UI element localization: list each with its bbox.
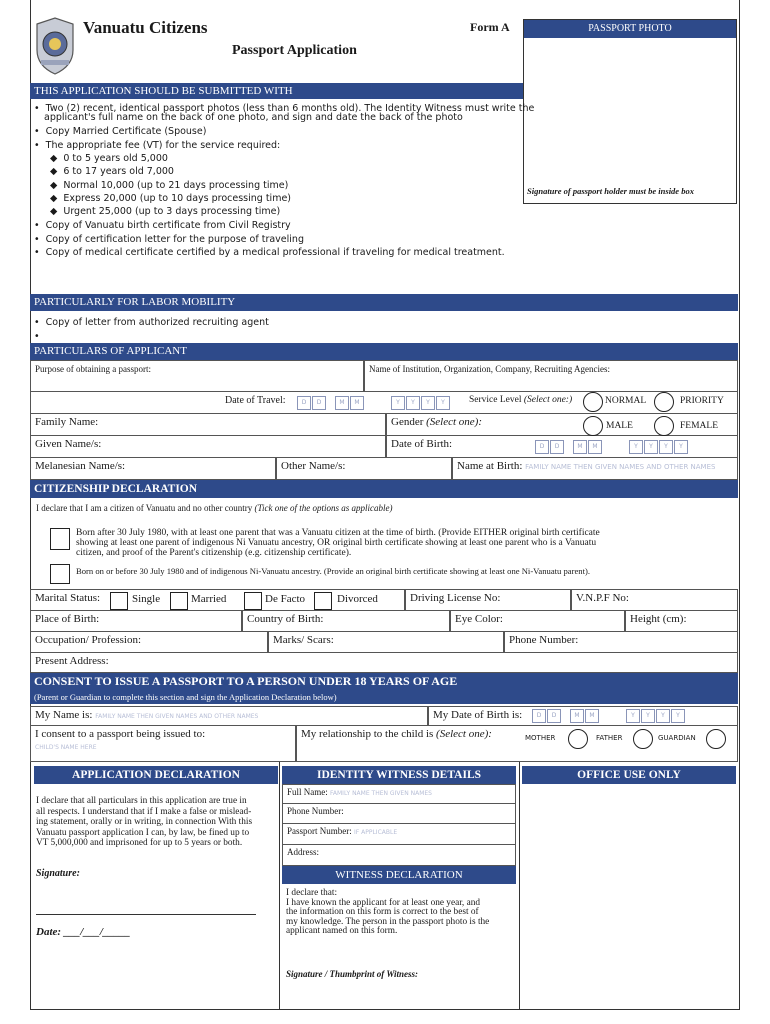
date-digit-box: D (312, 396, 326, 410)
declaration-text: I declare that all particulars in this application are true in all respects. I understand that if I make a false or mislead- ing statement, orally or in writing, in connection With this Vanuatu passport application I can, by law, be fined up to VT 5,000,000 and imprisoned for up to 5 years or both. (36, 796, 253, 848)
witness-declaration-title: WITNESS DECLARATION (282, 866, 516, 884)
purpose-field[interactable]: Purpose of obtaining a passport: (30, 360, 364, 392)
fee-item: ◆ Express 20,000 (up to 10 days processing time) (50, 193, 292, 204)
phone-number-field[interactable]: Phone Number: (504, 632, 738, 653)
gender-female-label: FEMALE (680, 421, 718, 431)
declaration-signature-label: Signature: (36, 868, 80, 879)
witness-full-name-field[interactable]: Full Name: FAMILY NAME THEN GIVEN NAMES (282, 784, 516, 804)
date-digit-box: Y (674, 440, 688, 454)
date-digit-box: Y (436, 396, 450, 410)
passport-photo-box[interactable] (523, 19, 737, 204)
date-of-travel-boxes[interactable] (297, 396, 467, 410)
fee-item: ◆ Urgent 25,000 (up to 3 days processing time) (50, 206, 281, 217)
relationship-father-label: FATHER (596, 734, 623, 742)
date-digit-box: Y (671, 709, 685, 723)
fee-item: ◆ 0 to 5 years old 5,000 (50, 153, 168, 164)
citizenship-option-2-text: Born on or before 30 July 1980 and of indigenous Ni-Vanuatu ancestry. (Provide an original birth certificate showing at least one Ni-Vanuatu parent). (76, 566, 590, 576)
labor-item-empty: • (34, 331, 40, 342)
req-married: • Copy Married Certificate (Spouse) (34, 126, 207, 137)
date-digit-box: Y (629, 440, 643, 454)
applicant-title: PARTICULARS OF APPLICANT (30, 343, 738, 360)
consent-subtitle: (Parent or Guardian to complete this section and sign the Application Declaration below) (30, 690, 738, 704)
relationship-mother-radio[interactable] (568, 729, 588, 749)
date-digit-box: M (335, 396, 349, 410)
marital-single-label: Single (132, 593, 161, 605)
marks-scars-field[interactable]: Marks/ Scars: (268, 632, 504, 653)
date-of-travel-label: Date of Travel: (225, 395, 286, 406)
office-use-title: OFFICE USE ONLY (522, 766, 736, 784)
relationship-father-radio[interactable] (633, 729, 653, 749)
vanuatu-seal-icon (33, 16, 77, 81)
fee-item: ◆ Normal 10,000 (up to 21 days processing time) (50, 180, 289, 191)
citizenship-option-1-checkbox[interactable] (50, 528, 70, 550)
date-digit-box: Y (391, 396, 405, 410)
witness-declaration-text: I declare that: I have known the applicant for at least one year, and the information on this form is correct to the best of my knowledge. The person in the passport photo is the applicant named on this form. (286, 888, 490, 937)
req-cert-letter: • Copy of certification letter for the purpose of traveling (34, 234, 304, 245)
driving-license-field[interactable]: Driving License No: (405, 589, 571, 611)
citizenship-option-1-text: Born after 30 July 1980, with at least one parent that was a Vanuatu citizen at the time of birth. (Provide EITHER original birth certificate showing at least one parent of indigenous Ni Vanuatu ancestry, OR original birth certificate showing at least one parent who is a Vanuatu citizen, and proof of the Parent's citizenship (e.g. citizenship certificate). (76, 528, 600, 558)
date-digit-box: M (588, 440, 602, 454)
date-digit-box: D (297, 396, 311, 410)
date-digit-box: M (573, 440, 587, 454)
requirements-title: THIS APPLICATION SHOULD BE SUBMITTED WITH (30, 83, 523, 99)
marital-single-checkbox[interactable] (110, 592, 128, 610)
declaration-date[interactable]: Date: ___/___/_____ (36, 926, 131, 938)
witness-passport-field[interactable]: Passport Number: IF APPLICABLE (282, 824, 516, 845)
service-level-label: Service Level (Select one:) (469, 395, 573, 405)
gender-field: Gender (Select one): (386, 414, 738, 436)
family-name-field[interactable]: Family Name: (30, 414, 386, 436)
gender-male-radio[interactable] (583, 416, 603, 436)
date-digit-box: D (547, 709, 561, 723)
consent-my-name-field[interactable]: My Name is: FAMILY NAME THEN GIVEN NAMES AND OTHER NAMES (30, 706, 428, 726)
date-digit-box: Y (659, 440, 673, 454)
citizenship-option-2-checkbox[interactable] (50, 564, 70, 584)
marital-status-row: Marital Status: (30, 589, 405, 611)
req-photos-cont: applicant's full name on the back of one photo, and sign and date the back of the photo (44, 112, 463, 123)
citizenship-intro: I declare that I am a citizen of Vanuatu and no other country (Tick one of the options as applicable) (36, 503, 393, 513)
eye-color-field[interactable]: Eye Color: (450, 611, 625, 632)
marital-married-label: Married (191, 593, 227, 605)
gender-female-radio[interactable] (654, 416, 674, 436)
institution-field[interactable]: Name of Institution, Organization, Company, Recruiting Agencies: (364, 360, 738, 392)
date-digit-box: Y (421, 396, 435, 410)
witness-title: IDENTITY WITNESS DETAILS (282, 766, 516, 784)
relationship-guardian-radio[interactable] (706, 729, 726, 749)
service-priority-radio[interactable] (654, 392, 674, 412)
date-digit-box: Y (406, 396, 420, 410)
dob-boxes[interactable] (535, 440, 705, 454)
fee-item: ◆ 6 to 17 years old 7,000 (50, 166, 174, 177)
date-digit-box: D (535, 440, 549, 454)
date-digit-box: Y (656, 709, 670, 723)
consent-my-dob-field[interactable]: My Date of Birth is: (428, 706, 738, 726)
occupation-field[interactable]: Occupation/ Profession: (30, 632, 268, 653)
marital-divorced-label: Divorced (337, 593, 378, 605)
date-digit-box: Y (626, 709, 640, 723)
labor-title: PARTICULARLY FOR LABOR MOBILITY (30, 294, 738, 311)
given-names-field[interactable]: Given Name/s: (30, 436, 386, 458)
witness-phone-field[interactable]: Phone Number: (282, 804, 516, 824)
country-of-birth-field[interactable]: Country of Birth: (242, 611, 450, 632)
relationship-guardian-label: GUARDIAN (658, 734, 696, 742)
date-digit-box: D (550, 440, 564, 454)
passport-photo-title: PASSPORT PHOTO (524, 20, 736, 38)
place-of-birth-field[interactable]: Place of Birth: (30, 611, 242, 632)
marital-married-checkbox[interactable] (170, 592, 188, 610)
consent-dob-boxes[interactable] (532, 709, 702, 723)
present-address-field[interactable]: Present Address: (30, 653, 738, 673)
office-use-area (522, 784, 736, 1008)
date-digit-box: M (570, 709, 584, 723)
marital-defacto-label: De Facto (265, 593, 306, 605)
req-photos: • Two (2) recent, identical passport photos (less than 6 months old). The Identity Witness must write the (34, 103, 535, 114)
gender-male-label: MALE (606, 421, 633, 431)
dob-field[interactable]: Date of Birth: (386, 436, 738, 458)
marital-divorced-checkbox[interactable] (314, 592, 332, 610)
citizenship-title: CITIZENSHIP DECLARATION (30, 480, 738, 498)
relationship-mother-label: MOTHER (525, 734, 556, 742)
date-digit-box: Y (644, 440, 658, 454)
form-label: Form A (470, 20, 510, 34)
witness-address-field[interactable]: Address: (282, 845, 516, 866)
service-normal-radio[interactable] (583, 392, 603, 412)
declaration-signature-line[interactable] (36, 914, 256, 915)
date-digit-box: M (585, 709, 599, 723)
witness-signature-label[interactable]: Signature / Thumbprint of Witness: (286, 969, 419, 979)
other-names-field[interactable]: Other Name/s: (276, 458, 452, 480)
height-field[interactable]: Height (cm): (625, 611, 738, 632)
req-fee: • The appropriate fee (VT) for the service required: (34, 140, 281, 151)
req-medical: • Copy of medical certificate certified by a medical professional if traveling for medical treatment. (34, 247, 505, 258)
vnpf-field[interactable]: V.N.P.F No: (571, 589, 738, 611)
photo-signature-note: Signature of passport holder must be inside box (527, 186, 694, 196)
declaration-title: APPLICATION DECLARATION (34, 766, 278, 784)
consent-title: CONSENT TO ISSUE A PASSPORT TO A PERSON UNDER 18 YEARS OF AGE (30, 673, 738, 690)
consent-relationship-field: My relationship to the child is (Select one): (296, 726, 738, 762)
date-digit-box: D (532, 709, 546, 723)
labor-item: • Copy of letter from authorized recruiting agent (34, 317, 269, 328)
form-title: Vanuatu Citizens (83, 18, 208, 37)
form-subtitle: Passport Application (232, 43, 357, 58)
date-digit-box: M (350, 396, 364, 410)
marital-defacto-checkbox[interactable] (244, 592, 262, 610)
name-at-birth-field[interactable]: Name at Birth: FAMILY NAME THEN GIVEN NAMES AND OTHER NAMES (452, 458, 738, 480)
service-priority-label: PRIORITY (680, 396, 724, 406)
date-digit-box: Y (641, 709, 655, 723)
melanesian-names-field[interactable]: Melanesian Name/s: (30, 458, 276, 480)
consent-child-field[interactable]: I consent to a passport being issued to: CHILD'S NAME HERE (30, 726, 296, 762)
req-birth-cert: • Copy of Vanuatu birth certificate from Civil Registry (34, 220, 291, 231)
service-normal-label: NORMAL (605, 396, 647, 406)
